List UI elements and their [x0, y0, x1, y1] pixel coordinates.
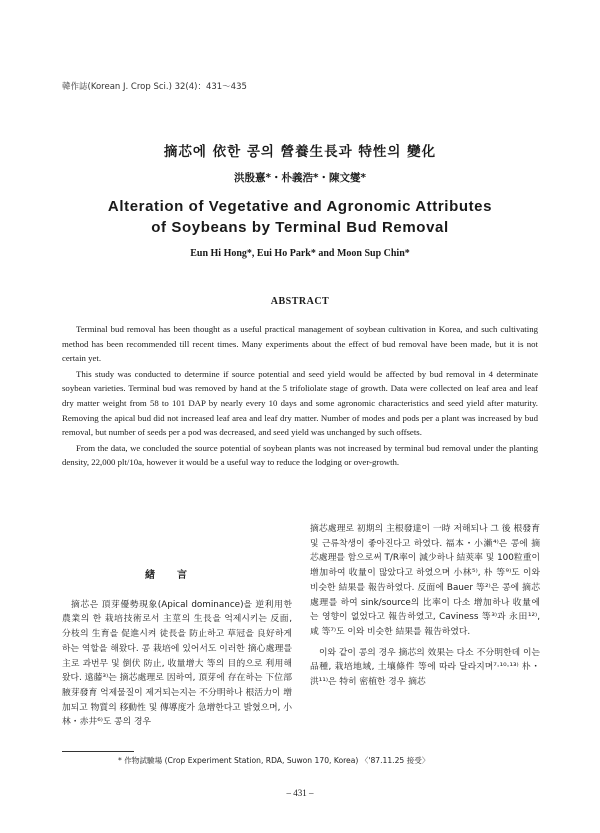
abstract-body	[62, 322, 538, 471]
intro-paragraph: 摘芯은 頂芽優勢現象(Apical dominance)을 逆利用한 農業의 한 栽培技術로서 主莖의 生長을 억제시키는 反面, 分枝의 生育을 促進시켜 徒長을 防止하고 草冠을 良好하게 하는 역할을 해왔다. 콩 栽培에 있어서도 이러한 摘心處理를 主로 과번무 및 倒伏 防止, 收量增大 等의 目的으로 利用해 왔다. 遠藤³⁾는 摘芯處理로 因하여, 頂芽에 存在하는 下位部 腋芽發育 억제물질이 제거되는지는 不分明하나 根活力이 增加되고 物質의 移動性 및 傳導度가 急增한다고 밝혔으며, 小林・赤井⁶⁾도 콩의 경우	[62, 599, 292, 728]
korean-title: 摘芯에 依한 콩의 營養生長과 特性의 變化	[163, 144, 437, 160]
page-number: – 431 –	[286, 788, 314, 798]
intro-paragraph: 이와 같이 콩의 경우 摘芯의 效果는 다소 不分明한데 이는 品種, 栽培地域, 土壤條件 等에 따라 달라지며⁷·¹⁰·¹³⁾ 朴・洪¹¹⁾은 特히 密植한 경우 摘芯	[310, 647, 540, 688]
korean-authors: 洪殷憙*・朴義浩*・陳文燮*	[234, 172, 366, 184]
abstract-heading: ABSTRACT	[270, 296, 330, 307]
intro-left-column	[62, 569, 292, 730]
intro-right-column	[310, 522, 540, 690]
abstract-paragraph: Terminal bud removal has been thought as a useful practical management of soybean cultivation in Korea, and such cultivating method has been recommended till recent times. Many experiments about the effect of bud removal have been made, but it is not certain yet.	[62, 324, 538, 364]
affiliation-footnote: * 作物試驗場 (Crop Experiment Station, RDA, Suwon 170, Korea) 〈'87.11.25 接受〉	[118, 756, 430, 765]
english-title	[0, 196, 600, 238]
english-authors: Eun Hi Hong*, Eui Ho Park* and Moon Sup Chin*	[190, 248, 410, 259]
intro-paragraph: 摘芯處理로 初期의 主根發達이 一時 저해되나 그 後 根發育 및 근류착생이 좋아진다고 하였다. 福本・小瀨⁴⁾은 콩에 摘芯處理를 함으로써 T/R率이 減少하나 結莢率 및 100粒重이 增加하여 收量이 많았다고 하였으며 小林⁵⁾, 朴 等⁹⁾도 이와 비슷한 結果를 報告하였다. 反面에 Bauer 等²⁾은 콩에 摘芯處理를 하여 sink/source의 比率이 다소 增加하나 收量에는 영향이 없었다고 報告하였고, Caviness 等³⁾과 永田¹²⁾, 咸 等⁷⁾도 이와 비슷한 結果를 報告하였다.	[310, 524, 540, 637]
footnote-divider	[62, 751, 134, 752]
intro-heading: 緖言	[145, 570, 209, 581]
abstract-paragraph: This study was conducted to determine if source potential and seed yield would be affected by bud removal in 4 determinate soybean varieties. Terminal bud was removed by hand at the 5 trifoliolate stage of growth. Data were collected on leaf area and leaf dry matter weight from 58 to 101 DAP by nearly every 10 days and some agronomic characteristics and seed yield after maturity. Removing the apical bud did not increased leaf area and leaf dry matter. Number of modes and pods per a plant was increased by bud removal, but number of seeds per a pod was decreased, and seed yield was unchanged by such offsets.	[62, 368, 538, 438]
english-title-line-1: Alteration of Vegetative and Agronomic Attributes	[107, 198, 493, 215]
english-title-line-2: of Soybeans by Terminal Bud Removal	[151, 219, 449, 236]
abstract-paragraph: From the data, we concluded the source potential of soybean plants was not increased by terminal bud removal under the planting density, 22,000 plt/10a, however it would be a useful way to reduce the lodging or over-growth.	[62, 442, 538, 468]
journal-reference: 韓作誌(Korean J. Crop Sci.) 32(4)：431～435	[62, 82, 247, 92]
